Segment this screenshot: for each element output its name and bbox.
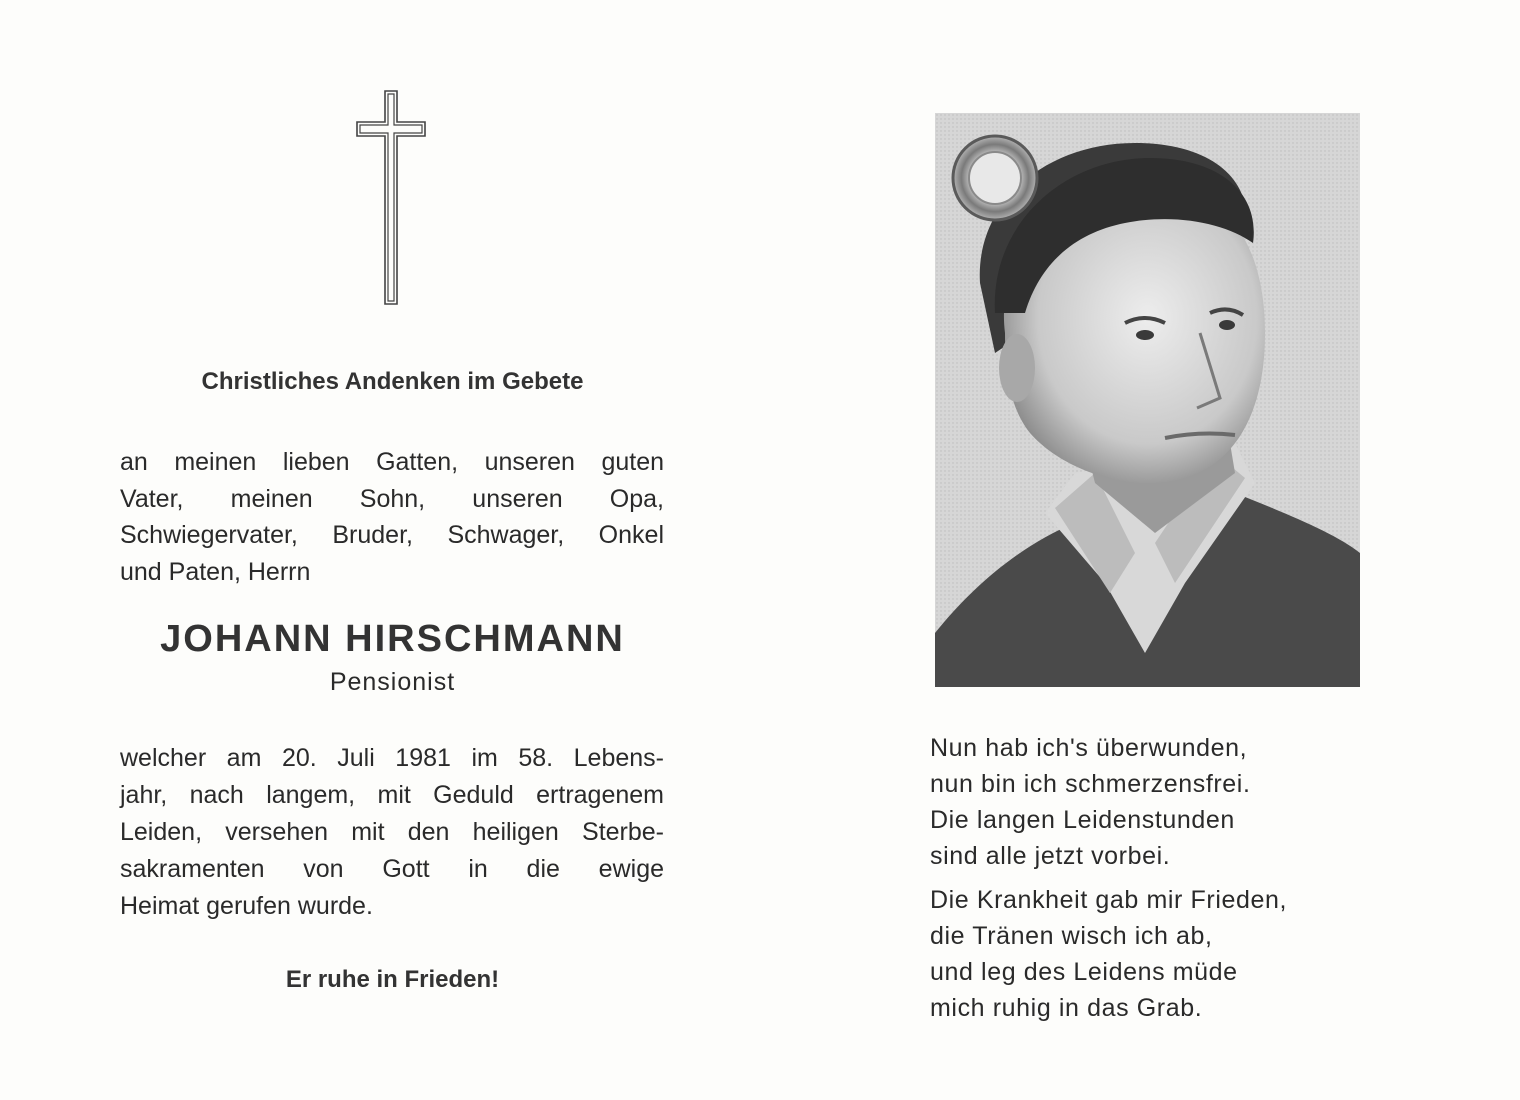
portrait-illustration bbox=[935, 113, 1360, 687]
intro-line: Vater, meinen Sohn, unseren Opa, bbox=[120, 484, 664, 513]
poem-line: und leg des Leidens müde bbox=[930, 958, 1238, 986]
poem-stanza bbox=[930, 882, 1370, 1026]
poem-line: Nun hab ich's überwunden, bbox=[930, 734, 1248, 762]
poem-line: mich ruhig in das Grab. bbox=[930, 994, 1203, 1022]
poem-line: die Tränen wisch ich ab, bbox=[930, 922, 1213, 950]
poem-line: sind alle jetzt vorbei. bbox=[930, 842, 1171, 870]
cross-icon bbox=[354, 90, 430, 310]
death-notice-text bbox=[120, 740, 664, 925]
poem-line: Die langen Leidenstunden bbox=[930, 806, 1235, 834]
intro-line: an meinen lieben Gatten, unseren guten bbox=[120, 448, 664, 476]
intro-line: Schwiegervater, Bruder, Schwager, Onkel bbox=[120, 521, 664, 549]
deceased-name: JOHANN HIRSCHMANN bbox=[160, 618, 625, 660]
closing-blessing: Er ruhe in Frieden! bbox=[285, 966, 500, 993]
occupation: Pensionist bbox=[329, 668, 456, 696]
poem-line: Die Krankheit gab mir Frieden, bbox=[930, 886, 1288, 914]
memorial-heading: Christliches Andenken im Gebete bbox=[201, 368, 584, 395]
poem-line: nun bin ich schmerzensfrei. bbox=[930, 770, 1251, 798]
intro-line: und Paten, Herrn bbox=[120, 557, 311, 586]
body-line: sakramenten von Gott in die ewige bbox=[120, 855, 664, 883]
body-line: Heimat gerufen wurde. bbox=[120, 892, 373, 920]
body-line: Leiden, versehen mit den heiligen Sterbe- bbox=[120, 818, 664, 846]
portrait-photo bbox=[935, 113, 1360, 687]
body-line: jahr, nach langem, mit Geduld ertragenem bbox=[120, 781, 664, 809]
poem-stanza bbox=[930, 730, 1370, 874]
body-line: welcher am 20. Juli 1981 im 58. Lebens- bbox=[120, 744, 664, 772]
intro-text bbox=[120, 444, 664, 590]
memorial-poem bbox=[930, 730, 1370, 1034]
